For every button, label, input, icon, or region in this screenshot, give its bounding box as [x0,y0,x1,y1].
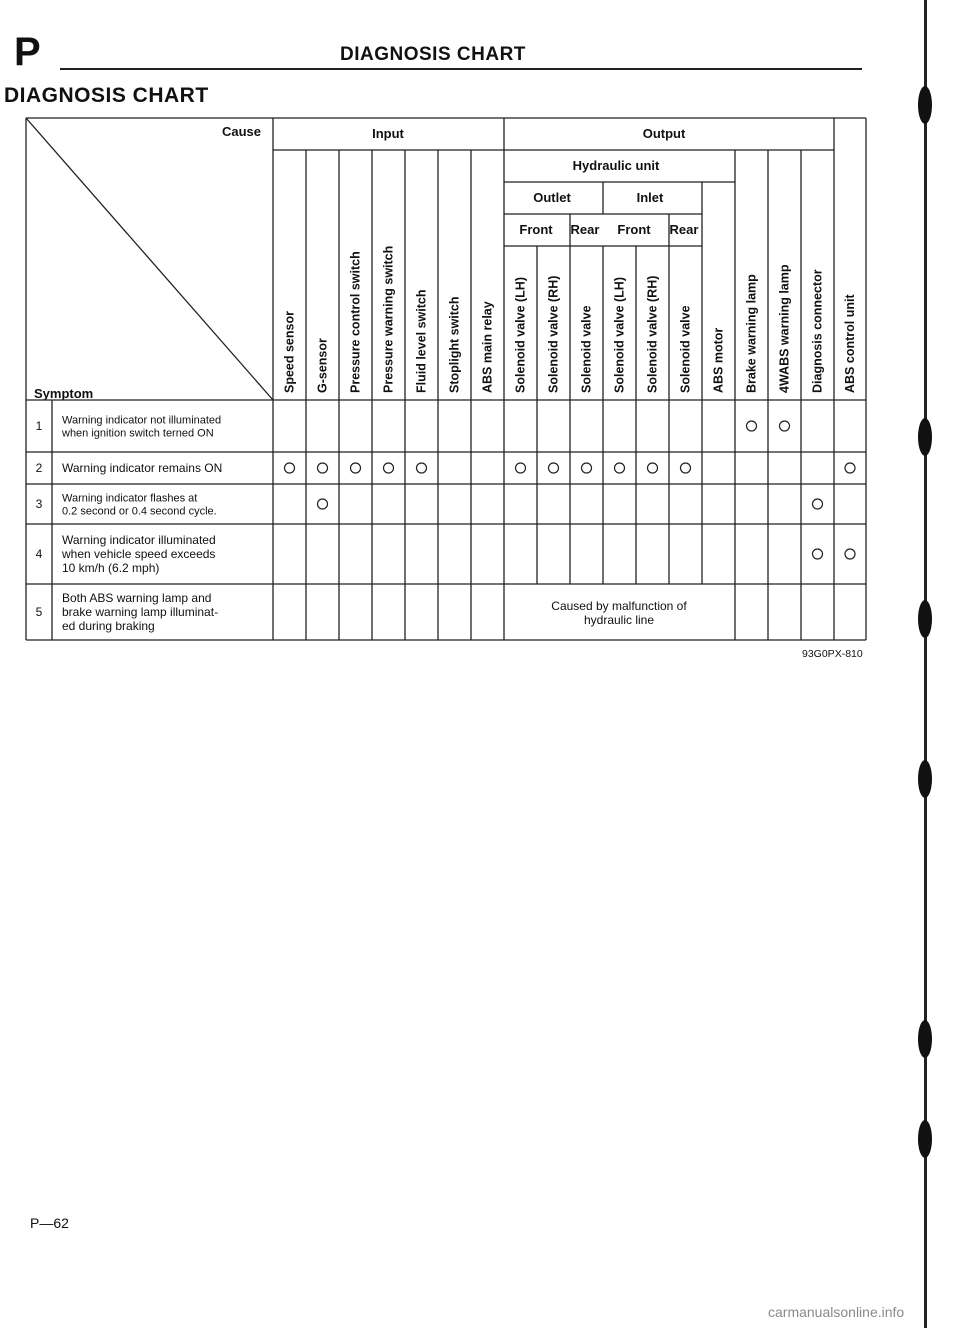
binder-hole-mark [918,760,932,798]
grid-line [26,118,273,400]
column-label: Solenoid valve (LH) [612,277,627,393]
symptom-text: Warning indicator not illuminated [62,414,222,427]
cause-mark [813,549,823,559]
binder-hole-mark [918,1020,932,1058]
cause-mark [285,463,295,473]
symptom-text: 0.2 second or 0.4 second cycle. [62,505,217,518]
cause-mark [747,421,757,431]
figure-code: 93G0PX-810 [802,648,863,660]
row-number: 3 [35,497,43,511]
column-label: ABS control unit [843,294,857,393]
row-note-text: Caused by malfunction of [551,599,687,613]
column-label: Pressure control switch [348,251,363,393]
hydraulic-unit-header: Hydraulic unit [572,158,660,173]
inlet-rear-header: Rear [669,222,699,237]
column-label: G-sensor [315,338,330,393]
column-label: Brake warning lamp [744,274,759,393]
cause-mark [648,463,658,473]
cause-mark [780,421,790,431]
page-title: DIAGNOSIS CHART [4,84,209,107]
column-label: ABS motor [711,327,726,393]
column-label: Diagnosis connector [810,269,825,393]
column-label: 4WABS warning lamp [777,264,792,393]
outlet-header: Outlet [533,190,571,205]
cause-mark [318,499,328,509]
binder-hole-mark [918,1120,932,1158]
column-label: Solenoid valve (LH) [513,277,528,393]
column-label: Speed sensor [282,311,297,393]
outlet-rear-header: Rear [570,222,600,237]
symptom-text: Warning indicator remains ON [62,461,223,475]
row-number: 4 [35,547,43,561]
column-label: Stoplight switch [447,296,462,393]
cause-mark [681,463,691,473]
column-label: Solenoid valve (RH) [645,275,660,393]
row-number: 5 [35,605,43,619]
cause-mark [516,463,526,473]
inlet-front-header: Front [617,222,651,237]
watermark-text: carmanualsonline.info [768,1304,905,1320]
column-label: Fluid level switch [414,289,429,393]
inlet-header: Inlet [636,190,664,205]
corner-cause-label: Cause [221,124,261,139]
section-letter: P [14,30,41,74]
running-header-title: DIAGNOSIS CHART [340,44,526,65]
cause-mark [318,463,328,473]
symptom-text: Warning indicator flashes at [62,492,198,505]
binder-hole-mark [918,600,932,638]
symptom-text: Both ABS warning lamp and [62,591,212,605]
output-group-header: Output [642,126,686,141]
cause-mark [417,463,427,473]
row-number: 2 [35,461,43,475]
outlet-front-header: Front [519,222,553,237]
symptom-text: 10 km/h (6.2 mph) [62,561,160,575]
row-note-text: hydraulic line [583,613,655,627]
symptom-text: when vehicle speed exceeds [62,547,216,561]
column-label: Solenoid valve [579,305,594,393]
cause-mark [615,463,625,473]
cause-mark [351,463,361,473]
corner-symptom-label: Symptom [34,386,94,401]
column-label: ABS main relay [480,301,495,393]
binder-hole-mark [918,86,932,124]
column-label: Solenoid valve (RH) [546,275,561,393]
symptom-text: ed during braking [62,619,155,633]
cause-mark [582,463,592,473]
cause-mark [549,463,559,473]
cause-mark [845,463,855,473]
symptom-text: when ignition switch terned ON [62,427,214,440]
column-label: Solenoid valve [678,305,693,393]
cause-mark [813,499,823,509]
page-number: P—62 [30,1215,69,1231]
symptom-text: Warning indicator illuminated [62,533,216,547]
cause-mark [384,463,394,473]
row-number: 1 [35,419,43,433]
symptom-text: brake warning lamp illuminat- [62,605,219,619]
column-label: Pressure warning switch [381,245,396,393]
cause-mark [845,549,855,559]
binder-hole-mark [918,418,932,456]
input-group-header: Input [372,126,404,141]
